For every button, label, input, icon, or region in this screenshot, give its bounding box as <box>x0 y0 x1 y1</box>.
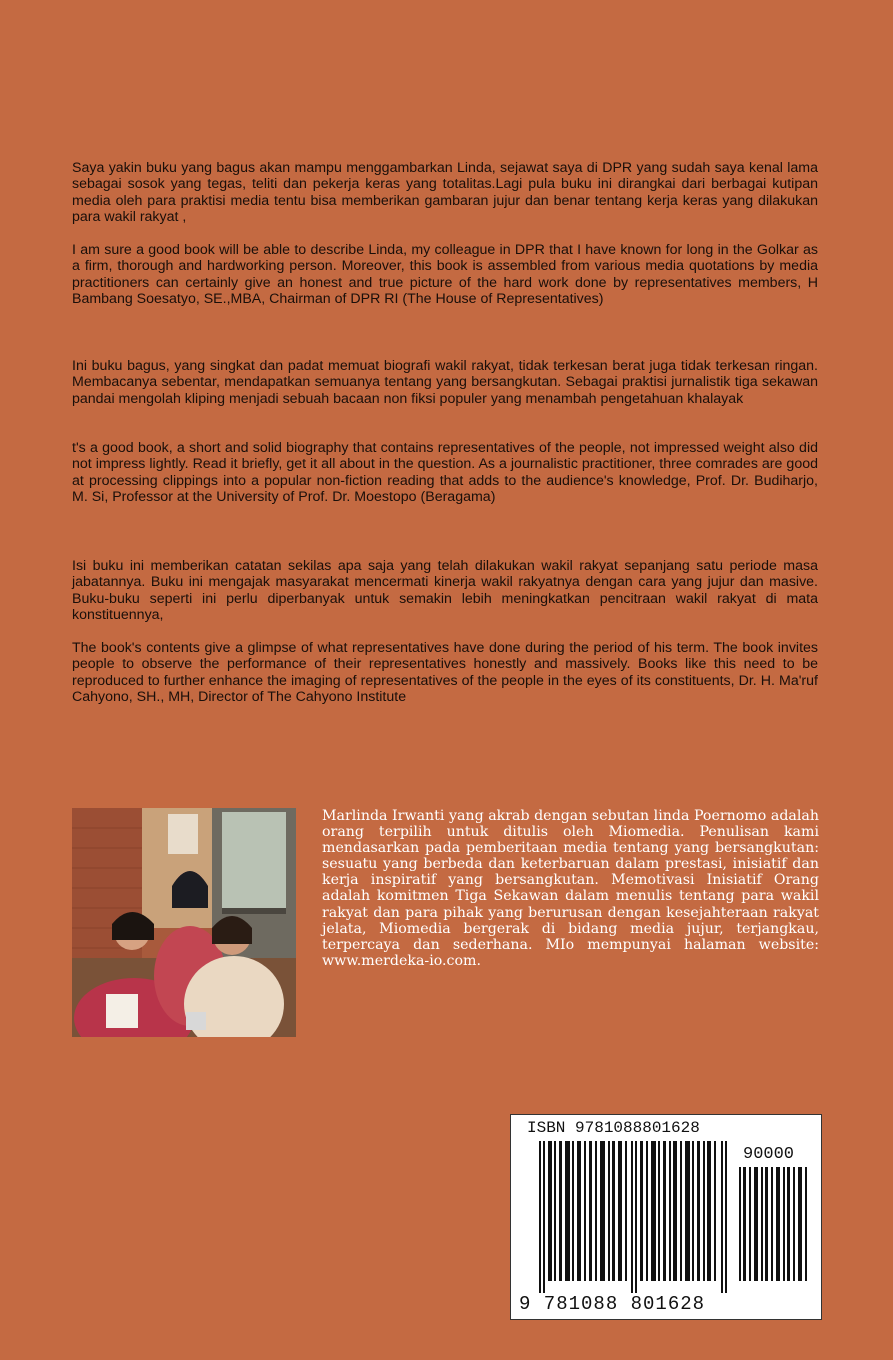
endorsement-1-english: I am sure a good book will be able to describe Linda, my colleague in DPR that I have known for long in the Golkar as a firm, thorough and hardworking person. Moreover, this book is assembled from various media quotations by media practitioners can certainly give an honest and true picture of the hard work done by representatives members, H Bambang Soesatyo, SE.,MBA, Chairman of DPR RI (The House of Representatives) <box>72 242 818 308</box>
barcode-addon-bars <box>739 1167 809 1281</box>
endorsement-1-indonesian: Saya yakin buku yang bagus akan mampu menggambarkan Linda, sejawat saya di DPR yang sudah saya kenal lama sebagai sosok yang tegas, teliti dan pekerja keras yang totalitas.Lagi pula buku ini dirangkai dari berbagai kutipan media oleh para praktisi media tentu bisa memberikan gambaran jujur dan benar tentang kerja keras yang dilakukan para wakil rakyat , <box>72 160 818 226</box>
author-bio: Marlinda Irwanti yang akrab dengan sebutan linda Poernomo adalah orang terpilih untuk ditulis oleh Miomedia. Penulisan kami mendasarkan pada pemberitaan media tentang yang bersangkutan: sesuatu yang berbeda dan keterbaruan dalam prestasi, inisiatif dan kerja inspiratif yang bersangkutan. Memotivasi Inisiatif Orang adalah komitmen Tiga Sekawan dalam menulis tentang para wakil rakyat dan para pihak yang berurusan dengan kesejahteraan rakyat jelata, Miomedia bergerak di bidang media jujur, terjangkau, terpercaya dan sederhana. MIo mempunyai halaman website: www.merdeka-io.com. <box>322 808 819 969</box>
endorsement-2-english: t's a good book, a short and solid biography that contains representatives of the people, not impressed weight also did not impress lightly. Read it briefly, get it all about in the question. As a journalistic practitioner, three comrades are good at processing clippings into a popular non-fiction reading that adds to the audience's knowledge, Prof. Dr. Budiharjo, M. Si, Professor at the University of Prof. Dr. Moestopo (Beragama) <box>72 440 818 506</box>
isbn-barcode <box>510 1114 822 1320</box>
barcode-addon-code: 90000 <box>743 1145 795 1164</box>
isbn-label: ISBN 9781088801628 <box>527 1119 700 1137</box>
author-photo <box>72 808 296 1037</box>
isbn-digits: 9 781088 801628 <box>519 1293 706 1315</box>
barcode-main-bars <box>539 1141 731 1293</box>
endorsement-2-indonesian: Ini buku bagus, yang singkat dan padat memuat biografi wakil rakyat, tidak terkesan berat juga tidak terkesan ringan. Membacanya sebentar, mendapatkan semuanya tentang yang bersangkutan. Sebagai praktisi jurnalistik tiga sekawan pandai mengolah kliping menjadi sebuah bacaan non fiksi populer yang menambah pengetahuan khalayak <box>72 358 818 407</box>
endorsement-3-indonesian: Isi buku ini memberikan catatan sekilas apa saja yang telah dilakukan wakil rakyat sepanjang satu periode masa jabatannya. Buku ini mengajak masyarakat mencermati kinerja wakil rakyatnya dengan cara yang jujur dan masive. Buku-buku seperti ini perlu diperbanyak untuk semakin lebih meningkatkan pencitraan wakil rakyat di mata konstituennya, <box>72 558 818 624</box>
endorsement-3-english: The book's contents give a glimpse of what representatives have done during the period of his term. The book invites people to observe the performance of their representatives honestly and massively. Books like this need to be reproduced to further enhance the imaging of representatives of the people in the eyes of its constituents, Dr. H. Ma'ruf Cahyono, SH., MH, Director of The Cahyono Institute <box>72 640 818 706</box>
